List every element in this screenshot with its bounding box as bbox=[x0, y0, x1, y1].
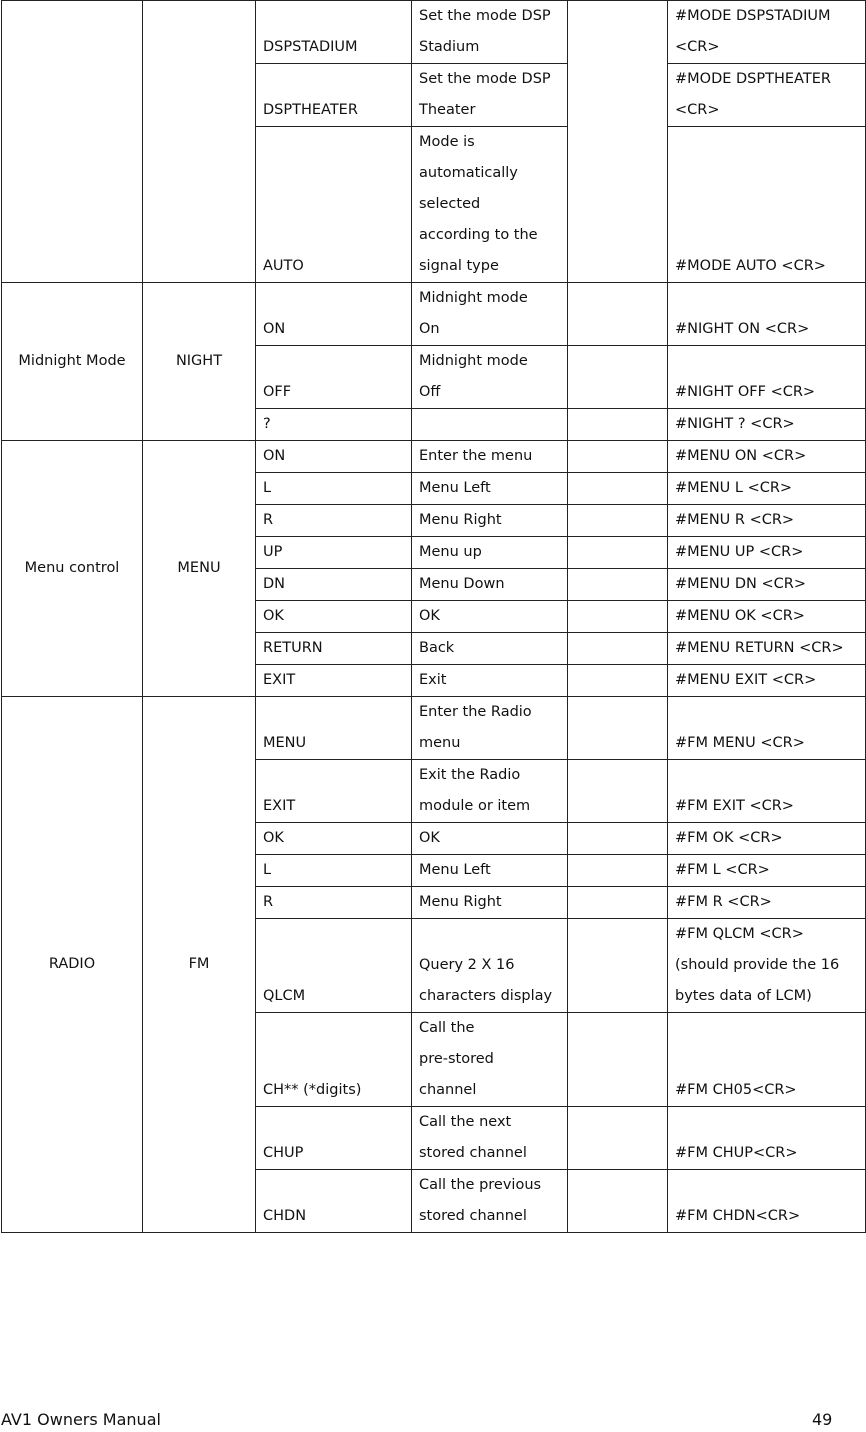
description-line: OK bbox=[419, 608, 440, 624]
example-line: #FM EXIT <CR> bbox=[675, 798, 794, 814]
description-cell bbox=[412, 127, 568, 283]
example-line: #MENU EXIT <CR> bbox=[675, 672, 817, 688]
example-cell bbox=[668, 855, 866, 887]
reserved-cell bbox=[568, 441, 668, 473]
description-line: Stadium bbox=[419, 39, 480, 55]
function-name-cell bbox=[2, 1, 143, 283]
example-cell bbox=[668, 505, 866, 537]
footer-manual-title: AV1 Owners Manual bbox=[1, 1410, 161, 1429]
description-line: Back bbox=[419, 640, 455, 656]
example-line: #MENU RETURN <CR> bbox=[675, 640, 844, 656]
reserved-cell bbox=[568, 887, 668, 919]
example-line: bytes data of LCM) bbox=[675, 988, 812, 1004]
parameter-cell: EXIT bbox=[256, 760, 412, 823]
description-line: Set the mode DSP bbox=[419, 71, 551, 87]
description-line: Call the previous bbox=[419, 1177, 542, 1193]
parameter-cell: L bbox=[256, 855, 412, 887]
example-cell bbox=[668, 633, 866, 665]
description-line: channel bbox=[419, 1082, 477, 1098]
description-line: Call the bbox=[419, 1020, 475, 1036]
command-name-cell: MENU bbox=[143, 441, 256, 697]
reserved-cell bbox=[568, 665, 668, 697]
reserved-cell bbox=[568, 409, 668, 441]
description-cell bbox=[412, 855, 568, 887]
reserved-cell bbox=[568, 919, 668, 1013]
description-cell bbox=[412, 569, 568, 601]
parameter-cell: ? bbox=[256, 409, 412, 441]
table-row bbox=[2, 441, 866, 473]
example-line: #MENU OK <CR> bbox=[675, 608, 805, 624]
example-line: #MENU DN <CR> bbox=[675, 576, 807, 592]
description-line: module or item bbox=[419, 798, 531, 814]
reserved-cell bbox=[568, 601, 668, 633]
description-cell bbox=[412, 441, 568, 473]
reserved-cell bbox=[568, 1107, 668, 1170]
parameter-cell: R bbox=[256, 505, 412, 537]
description-line: characters display bbox=[419, 988, 553, 1004]
reserved-cell bbox=[568, 1170, 668, 1233]
description-line: Off bbox=[419, 384, 441, 400]
command-table-body bbox=[2, 1, 866, 1233]
reserved-cell bbox=[568, 760, 668, 823]
function-name-cell: Midnight Mode bbox=[2, 283, 143, 441]
example-line: #FM CHUP<CR> bbox=[675, 1145, 798, 1161]
example-line: #FM L <CR> bbox=[675, 862, 770, 878]
description-line: Menu Down bbox=[419, 576, 505, 592]
description-cell bbox=[412, 601, 568, 633]
reserved-cell bbox=[568, 1013, 668, 1107]
example-line: #MODE AUTO <CR> bbox=[675, 258, 826, 274]
description-cell bbox=[412, 1013, 568, 1107]
description-line: stored channel bbox=[419, 1208, 527, 1224]
example-cell bbox=[668, 473, 866, 505]
parameter-cell: RETURN bbox=[256, 633, 412, 665]
example-line: <CR> bbox=[675, 39, 720, 55]
example-cell bbox=[668, 441, 866, 473]
reserved-cell bbox=[568, 697, 668, 760]
parameter-cell: OK bbox=[256, 601, 412, 633]
description-cell bbox=[412, 409, 568, 441]
example-line: #MODE DSPSTADIUM bbox=[675, 8, 831, 24]
example-line: #FM MENU <CR> bbox=[675, 735, 805, 751]
example-cell bbox=[668, 346, 866, 409]
description-line: Set the mode DSP bbox=[419, 8, 551, 24]
example-line: #NIGHT OFF <CR> bbox=[675, 384, 816, 400]
command-name-cell: NIGHT bbox=[143, 283, 256, 441]
description-cell bbox=[412, 633, 568, 665]
example-line: #MODE DSPTHEATER bbox=[675, 71, 831, 87]
parameter-cell: CHDN bbox=[256, 1170, 412, 1233]
parameter-cell: DSPTHEATER bbox=[256, 64, 412, 127]
description-cell bbox=[412, 823, 568, 855]
description-cell bbox=[412, 760, 568, 823]
command-table bbox=[1, 0, 866, 1233]
parameter-cell: CH** (*digits) bbox=[256, 1013, 412, 1107]
example-cell bbox=[668, 697, 866, 760]
example-line: (should provide the 16 bbox=[675, 957, 840, 973]
parameter-cell: AUTO bbox=[256, 127, 412, 283]
parameter-cell: OK bbox=[256, 823, 412, 855]
description-cell bbox=[412, 697, 568, 760]
example-line: #MENU ON <CR> bbox=[675, 448, 807, 464]
reserved-cell bbox=[568, 855, 668, 887]
parameter-cell: ON bbox=[256, 283, 412, 346]
example-cell bbox=[668, 1170, 866, 1233]
reserved-cell bbox=[568, 283, 668, 346]
description-cell bbox=[412, 919, 568, 1013]
example-cell bbox=[668, 665, 866, 697]
example-cell bbox=[668, 1, 866, 64]
description-line: Query 2 X 16 bbox=[419, 957, 515, 973]
example-cell bbox=[668, 283, 866, 346]
description-line bbox=[419, 409, 567, 440]
example-cell bbox=[668, 1107, 866, 1170]
description-line: Menu Right bbox=[419, 894, 502, 910]
reserved-cell bbox=[568, 505, 668, 537]
example-cell bbox=[668, 887, 866, 919]
reserved-cell bbox=[568, 473, 668, 505]
example-cell bbox=[668, 409, 866, 441]
example-line: #MENU UP <CR> bbox=[675, 544, 804, 560]
description-line: selected bbox=[419, 196, 481, 212]
description-line: signal type bbox=[419, 258, 499, 274]
description-line: Enter the menu bbox=[419, 448, 533, 464]
description-line: OK bbox=[419, 830, 440, 846]
description-line: Mode is bbox=[419, 134, 475, 150]
example-cell bbox=[668, 569, 866, 601]
example-line: #FM CH05<CR> bbox=[675, 1082, 797, 1098]
example-line: #MENU L <CR> bbox=[675, 480, 793, 496]
description-cell bbox=[412, 346, 568, 409]
example-cell bbox=[668, 601, 866, 633]
command-name-cell: FM bbox=[143, 697, 256, 1233]
description-cell bbox=[412, 537, 568, 569]
example-cell bbox=[668, 127, 866, 283]
parameter-cell: QLCM bbox=[256, 919, 412, 1013]
reserved-cell bbox=[568, 346, 668, 409]
description-line: Exit bbox=[419, 672, 447, 688]
table-row bbox=[2, 283, 866, 346]
reserved-cell bbox=[568, 569, 668, 601]
description-line: Enter the Radio bbox=[419, 704, 532, 720]
example-line: #FM QLCM <CR> bbox=[675, 926, 804, 942]
function-name-cell: RADIO bbox=[2, 697, 143, 1233]
example-line: <CR> bbox=[675, 102, 720, 118]
description-cell bbox=[412, 1, 568, 64]
description-line: Menu up bbox=[419, 544, 482, 560]
parameter-cell: OFF bbox=[256, 346, 412, 409]
example-line: #FM R <CR> bbox=[675, 894, 772, 910]
parameter-cell: ON bbox=[256, 441, 412, 473]
example-cell bbox=[668, 823, 866, 855]
description-cell bbox=[412, 887, 568, 919]
description-line: pre-stored bbox=[419, 1051, 494, 1067]
reserved-cell bbox=[568, 537, 668, 569]
description-line: Exit the Radio bbox=[419, 767, 521, 783]
parameter-cell: R bbox=[256, 887, 412, 919]
parameter-cell: DN bbox=[256, 569, 412, 601]
example-line: #FM CHDN<CR> bbox=[675, 1208, 801, 1224]
command-name-cell bbox=[143, 1, 256, 283]
function-name-cell: Menu control bbox=[2, 441, 143, 697]
example-line: #MENU R <CR> bbox=[675, 512, 795, 528]
description-line: Menu Left bbox=[419, 480, 491, 496]
footer-page-number: 49 bbox=[812, 1410, 833, 1429]
description-cell bbox=[412, 505, 568, 537]
parameter-cell: CHUP bbox=[256, 1107, 412, 1170]
description-line: Midnight mode bbox=[419, 353, 528, 369]
example-line: #NIGHT ? <CR> bbox=[675, 416, 795, 432]
table-row bbox=[2, 1, 866, 64]
description-line: Theater bbox=[419, 102, 476, 118]
table-row bbox=[2, 697, 866, 760]
example-line: #NIGHT ON <CR> bbox=[675, 321, 810, 337]
description-cell bbox=[412, 64, 568, 127]
description-cell bbox=[412, 1107, 568, 1170]
example-cell bbox=[668, 760, 866, 823]
description-line: Menu Left bbox=[419, 862, 491, 878]
description-cell bbox=[412, 283, 568, 346]
description-cell bbox=[412, 1170, 568, 1233]
description-cell bbox=[412, 665, 568, 697]
description-line: automatically bbox=[419, 165, 518, 181]
example-cell bbox=[668, 537, 866, 569]
parameter-cell: UP bbox=[256, 537, 412, 569]
description-line: Call the next bbox=[419, 1114, 512, 1130]
description-line: stored channel bbox=[419, 1145, 527, 1161]
example-cell bbox=[668, 1013, 866, 1107]
description-line: according to the bbox=[419, 227, 538, 243]
description-line: menu bbox=[419, 735, 461, 751]
reserved-cell bbox=[568, 633, 668, 665]
description-line: Menu Right bbox=[419, 512, 502, 528]
reserved-cell bbox=[568, 823, 668, 855]
example-line: #FM OK <CR> bbox=[675, 830, 783, 846]
parameter-cell: L bbox=[256, 473, 412, 505]
parameter-cell: EXIT bbox=[256, 665, 412, 697]
example-cell bbox=[668, 919, 866, 1013]
description-cell bbox=[412, 473, 568, 505]
reserved-cell bbox=[568, 1, 668, 283]
parameter-cell: DSPSTADIUM bbox=[256, 1, 412, 64]
description-line: Midnight mode bbox=[419, 290, 528, 306]
example-cell bbox=[668, 64, 866, 127]
description-line: On bbox=[419, 321, 440, 337]
parameter-cell: MENU bbox=[256, 697, 412, 760]
